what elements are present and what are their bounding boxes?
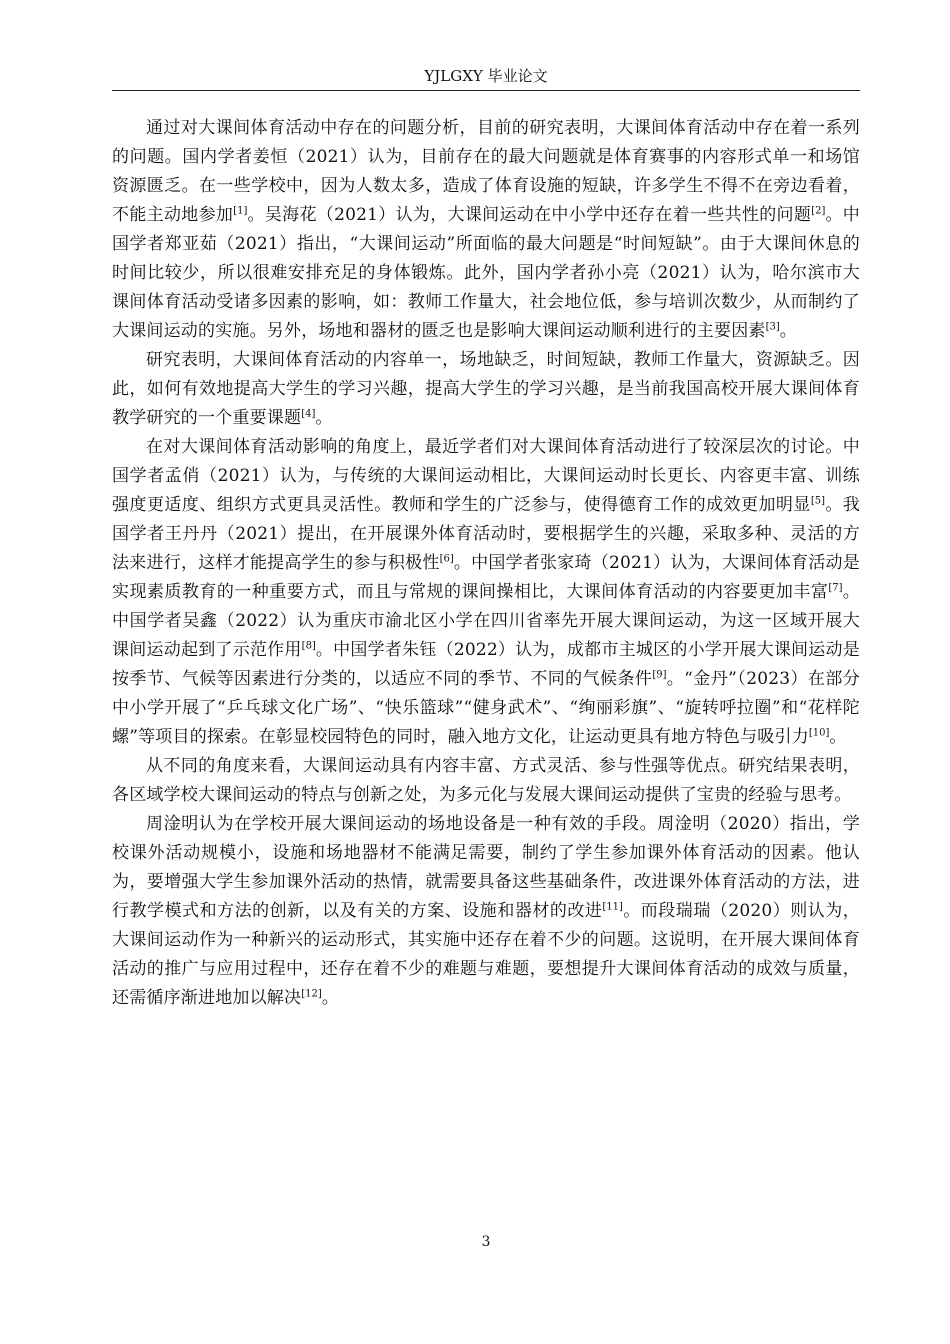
text-run: 。“金丹”（2023）在部分中小学开展了“乒乓球文化广场”、“快乐篮球”“健身武术”、“绚丽彩旗”、“旋转呼拉圈”和“花样陀螺”等项目的探索。在彰显校园特色的同时，融入地方文化，让运动更具有地方特色与吸引力 [112, 669, 860, 747]
text-run: 。 [315, 408, 333, 428]
text-run: 通过对大课间体育活动中存在的问题分析，目前的研究表明，大课间体育活动中存在着一系列的问题。国内学者姜恒（2021）认为，目前存在的最大问题就是体育赛事的内容形式单一和场馆资源匮乏。在一些学校中，因为人数太多，造成了体育设施的短缺，许多学生不得不在旁边看着，不能主动地参加 [112, 118, 860, 225]
paragraph [112, 810, 860, 1013]
text-run: 在对大课间体育活动影响的角度上，最近学者们对大课间体育活动进行了较深层次的讨论。中国学者孟俏（2021）认为，与传统的大课间运动相比，大课间运动时长更长、内容更丰富、训练强度更适度、组织方式更具灵活性。教师和学生的广泛参与，使得德育工作的成效更加明显 [112, 437, 860, 515]
citation-marker: [2] [811, 205, 826, 217]
citation-marker: [4] [301, 408, 316, 420]
page-number: 3 [481, 1234, 491, 1250]
text-run: 。我国学者王丹丹（2021）提出，在开展课外体育活动时，要根据学生的兴趣，采取多种、灵活的方法来进行，这样才能提高学生的参与积极性 [112, 495, 861, 573]
citation-marker: [7] [828, 582, 843, 594]
text-run: 。 [321, 988, 339, 1008]
citation-marker: [6] [439, 553, 454, 565]
paragraph [112, 433, 860, 752]
body-text [112, 114, 860, 1013]
text-run: 。中国学者郑亚茹（2021）指出，“大课间运动”所面临的最大问题是“时间短缺”。由于大课间休息的时间比较少，所以很难安排充足的身体锻炼。此外，国内学者孙小亮（2021）认为，哈尔滨市大课间体育活动受诸多因素的影响，如：教师工作量大，社会地位低，参与培训次数少，从而制约了大课间运动的实施。另外，场地和器材的匮乏也是影响大课间运动顺利进行的主要因素 [112, 205, 860, 341]
text-run: 。中国学者朱钰（2022）认为，成都市主城区的小学开展大课间运动是按季节、气候等因素进行分类的，以适应不同的季节、不同的气候条件 [112, 640, 860, 689]
text-run: 。中国学者张家琦（2021）认为，大课间体育活动是实现素质教育的一种重要方式，而且与常规的课间操相比，大课间体育活动的内容要更加丰富 [112, 553, 860, 602]
running-header: YJLGXY 毕业论文 [424, 67, 548, 85]
citation-marker: [9] [652, 669, 667, 681]
text-run: 。吴海花（2021）认为，大课间运动在中小学中还存在着一些共性的问题 [247, 205, 812, 225]
citation-marker: [8] [301, 640, 316, 652]
citation-marker: [11] [602, 901, 623, 913]
text-run: 。而段瑞瑞（2020）则认为，大课间运动作为一种新兴的运动形式，其实施中还存在着不少的问题。这说明，在开展大课间体育活动的推广与应用过程中，还存在着不少的难题与难题，要想提升大课间体育活动的成效与质量，还需循序渐进地加以解决 [112, 901, 860, 1008]
citation-marker: [12] [301, 988, 322, 1000]
header-divider [112, 90, 860, 91]
paragraph [112, 752, 860, 810]
text-run: 周淦明认为在学校开展大课间运动的场地设备是一种有效的手段。周淦明（2020）指出，学校课外活动规模小，设施和场地器材不能满足需要，制约了学生参加课外体育活动的因素。他认为，要增强大学生参加课外活动的热情，就需要具备这些基础条件，改进课外体育活动的方法，进行教学模式和方法的创新，以及有关的方案、设施和器材的改进 [112, 814, 860, 921]
citation-marker: [3] [765, 321, 780, 333]
text-run: 。中国学者吴鑫（2022）认为重庆市渝北区小学在四川省率先开展大课间运动，为这一区域开展大课间运动起到了示范作用 [112, 582, 861, 660]
paragraph [112, 114, 860, 346]
text-run: 从不同的角度来看，大课间运动具有内容丰富、方式灵活、参与性强等优点。研究结果表明，各区域学校大课间运动的特点与创新之处，为多元化与发展大课间运动提供了宝贵的经验与思考。 [112, 756, 860, 805]
paragraph [112, 346, 860, 433]
text-run: 。 [779, 321, 797, 341]
citation-marker: [1] [233, 205, 248, 217]
citation-marker: [10] [808, 727, 830, 739]
text-run: 研究表明，大课间体育活动的内容单一，场地缺乏，时间短缺，教师工作量大，资源缺乏。因此，如何有效地提高大学生的学习兴趣，提高大学生的学习兴趣，是当前我国高校开展大课间体育教学研究的一个重要课题 [112, 350, 860, 428]
text-run: 。 [829, 727, 847, 747]
citation-marker: [5] [810, 495, 826, 507]
